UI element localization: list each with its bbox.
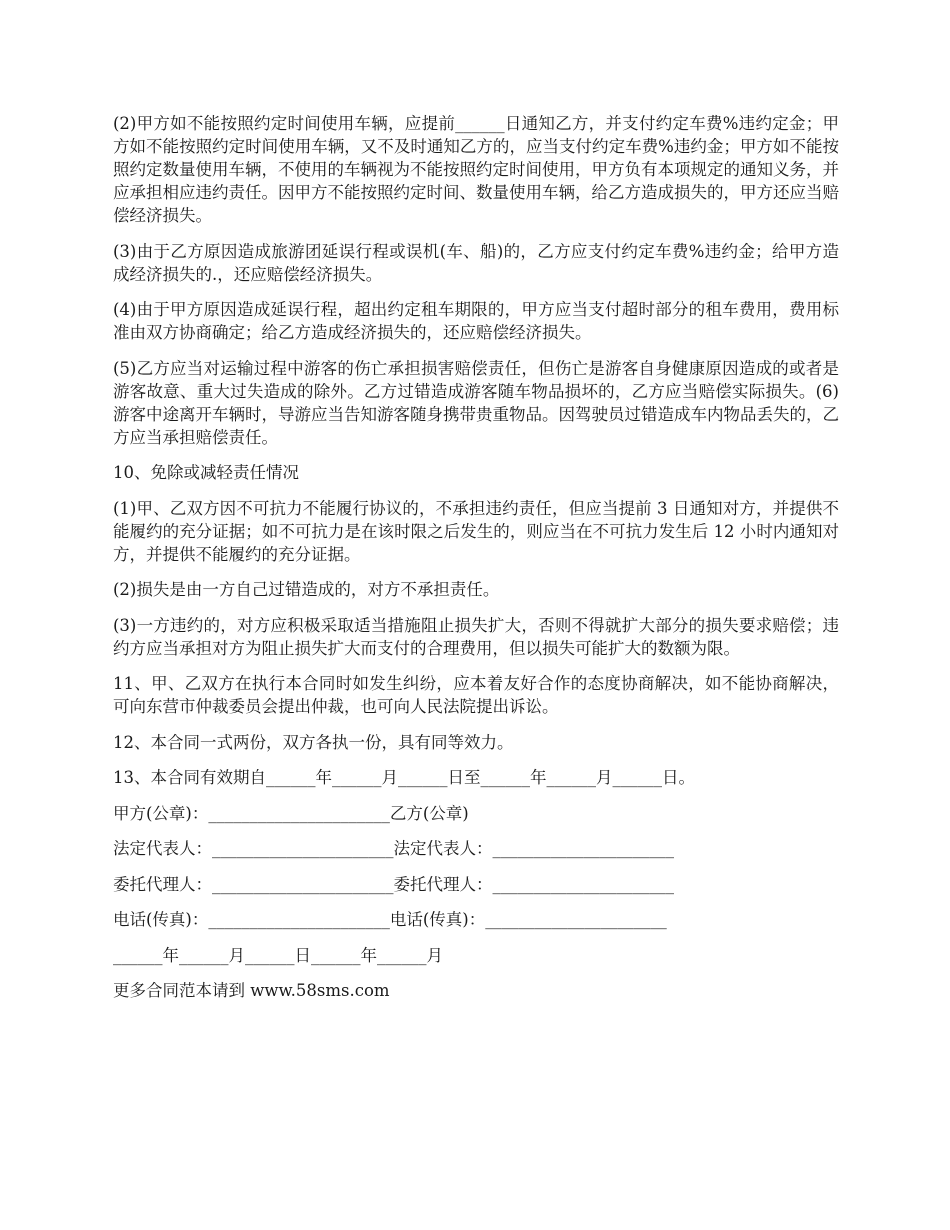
section-13-paragraph: 13、本合同有效期自______年______月______日至______年______月______日。 [113, 768, 695, 787]
phone-fax-line: 电话(传真)：______________________电话(传真)：______________________ [113, 910, 667, 929]
authorized-agent-line: 委托代理人：______________________委托代理人：______________________ [113, 874, 674, 894]
section-10-item-3: (3)一方违约的，对方应积极采取适当措施阻止损失扩大，否则不得就扩大部分的损失要求赔偿；违约方应当承担对方为阻止损失扩大而支付的合理费用，但以损失可能扩大的数额为限。 [113, 615, 839, 658]
signing-date-line: ______年______月______日______年______月 [113, 945, 443, 965]
document-body [113, 112, 839, 1015]
section-10-item-2: (2)损失是由一方自己过错造成的，对方不承担责任。 [113, 580, 500, 599]
clause-3-paragraph: (3)由于乙方原因造成旅游团延误行程或误机(车、船)的，乙方应支付约定车费%违约金；给甲方造成经济损失的.，还应赔偿经济损失。 [113, 241, 839, 284]
section-11-paragraph: 11、甲、乙双方在执行本合同时如发生纠纷，应本着友好合作的态度协商解决，如不能协商解决，可向东营市仲裁委员会提出仲裁，也可向人民法院提出诉讼。 [113, 674, 839, 716]
clause-5-paragraph: (5)乙方应当对运输过程中游客的伤亡承担损害赔偿责任，但伤亡是游客自身健康原因造成的或者是游客故意、重大过失造成的除外。乙方过错造成游客随车物品损坏的，乙方应当赔偿实际损失。(6)游客中途离开车辆时，导游应当告知游客随身携带贵重物品。因驾驶员过错造成车内物品丢失的，乙方应当承担赔偿责任。 [113, 358, 839, 447]
legal-representative-line: 法定代表人：______________________法定代表人：______________________ [113, 839, 674, 858]
clause-4-paragraph: (4)由于甲方原因造成延误行程，超出约定租车期限的，甲方应当支付超时部分的租车费用，费用标准由双方协商确定；给乙方造成经济损失的，还应赔偿经济损失。 [113, 300, 839, 342]
section-12-paragraph: 12、本合同一式两份，双方各执一份，具有同等效力。 [113, 732, 514, 752]
party-seal-line: 甲方(公章)：______________________乙方(公章) [113, 803, 469, 823]
footer-note: 更多合同范本请到 www.58sms.com [113, 981, 390, 1000]
section-10-heading: 10、免除或减轻责任情况 [113, 463, 299, 482]
section-10-item-1: (1)甲、乙双方因不可抗力不能履行协议的，不承担违约责任，但应当提前 3 日通知对方，并提供不能履约的充分证据；如不可抗力是在该时限之后发生的，则应当在不可抗力发生后 12 小时内通知对方，并提供不能履约的充分证据。 [113, 498, 839, 564]
clause-2-paragraph: (2)甲方如不能按照约定时间使用车辆，应提前______日通知乙方，并支付约定车费%违约定金；甲方如不能按照约定时间使用车辆，又不及时通知乙方的，应当支付约定车费%违约金；甲方如不能按照约定数量使用车辆，不使用的车辆视为不能按照约定时间使用，甲方负有本项规定的通知义务，并应承担相应违约责任。因甲方不能按照约定时间、数量使用车辆，给乙方造成损失的，甲方还应当赔偿经济损失。 [113, 114, 839, 225]
